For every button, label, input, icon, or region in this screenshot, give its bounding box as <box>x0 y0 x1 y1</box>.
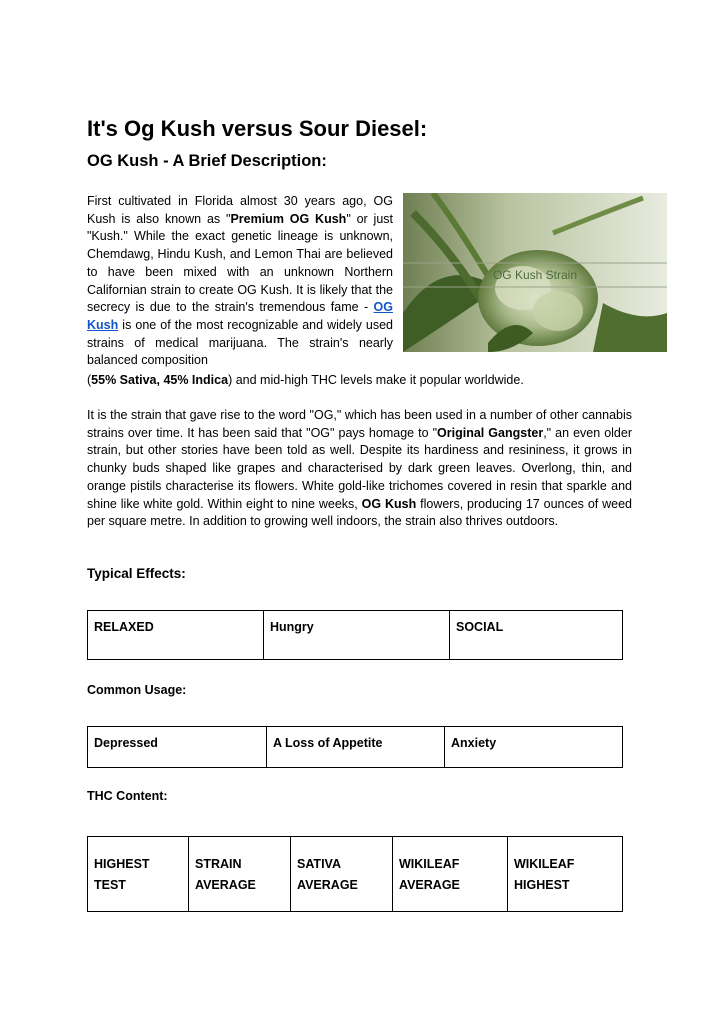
effects-label: Typical Effects: <box>87 566 186 581</box>
intro-text: First cultivated in Florida almost 30 years ago, OG Kush is also known as " <box>87 194 393 226</box>
usage-cell: Depressed <box>88 727 267 768</box>
page-title: It's Og Kush versus Sour Diesel: <box>87 116 428 141</box>
thc-header-cell <box>393 837 508 912</box>
usage-label: Common Usage: <box>87 683 187 697</box>
thc-header-cell <box>189 837 291 912</box>
thc-table <box>87 836 623 912</box>
effects-cell: SOCIAL <box>450 611 623 660</box>
thc-header-line: HIGHEST <box>94 857 150 871</box>
body-text: ," an even older strain, but other stories have been told as well. Despite its hardiness and resininess, it grows in chunky buds shaped like grapes and characterised by dark green leaves. Overlong, thin, and orange pistils characterise its flowers. White gold-like trichomes covered in resin that sparkle and shine like white gold. Within eight to nine weeks, <box>87 425 632 511</box>
thc-header-line: TEST <box>94 878 126 892</box>
thc-header-cell <box>88 837 189 912</box>
body-text: It is the strain that gave rise to the word "OG," which has been used in a number of other cannabis strains over time. It has been said that "OG" pays homage to " <box>87 408 632 440</box>
thc-header-line: AVERAGE <box>399 878 460 892</box>
thc-header-line: WIKILEAF <box>399 857 460 871</box>
effects-cell: RELAXED <box>88 611 264 660</box>
intro-text: ( <box>87 373 92 387</box>
intro-bold-composition: 55% Sativa, 45% Indica <box>91 373 229 387</box>
effects-cell: Hungry <box>264 611 450 660</box>
section-subtitle: OG Kush - A Brief Description: <box>87 152 327 170</box>
body-bold-ogkush: OG Kush <box>361 496 417 511</box>
thc-header-cell <box>508 837 623 912</box>
intro-text: " or just "Kush." While the exact genetic lineage is unknown, Chemdawg, Hindu Kush, and Lemon Thai are believed to have been mixed with an unknown Northern Californian strain to create OG Kush. It is likely that the secrecy is due to the strain's tremendous fame - <box>87 211 393 315</box>
thc-header-line: SATIVA <box>297 857 341 871</box>
intro-paragraph-end <box>87 372 647 390</box>
thc-header-line: AVERAGE <box>297 878 358 892</box>
thc-header-line: AVERAGE <box>195 878 256 892</box>
og-kush-link[interactable]: OG Kush <box>87 300 393 332</box>
thc-label: THC Content: <box>87 789 168 803</box>
intro-paragraph <box>87 193 393 370</box>
body-paragraph <box>87 407 632 531</box>
usage-cell: Anxiety <box>445 727 623 768</box>
thc-header-line: WIKILEAF <box>514 857 575 871</box>
strain-photo <box>403 193 667 352</box>
thc-header-line: STRAIN <box>195 857 242 871</box>
thc-header-line: HIGHEST <box>514 878 570 892</box>
usage-table <box>87 726 623 768</box>
body-text: flowers, producing 17 ounces of weed per square metre. In addition to growing well indoors, the strain also thrives outdoors. <box>87 496 633 529</box>
thc-header-cell <box>291 837 393 912</box>
intro-bold-premium: Premium OG Kush <box>230 211 347 226</box>
body-bold-gangster: Original Gangster <box>437 425 544 440</box>
intro-text: ) and mid-high THC levels make it popular worldwide. <box>228 373 524 387</box>
usage-cell: A Loss of Appetite <box>267 727 445 768</box>
intro-text: is one of the most recognizable and widely used strains of medical marijuana. The strain's nearly balanced composition <box>87 317 393 368</box>
effects-table <box>87 610 623 660</box>
photo-caption: OG Kush Strain <box>492 268 578 282</box>
